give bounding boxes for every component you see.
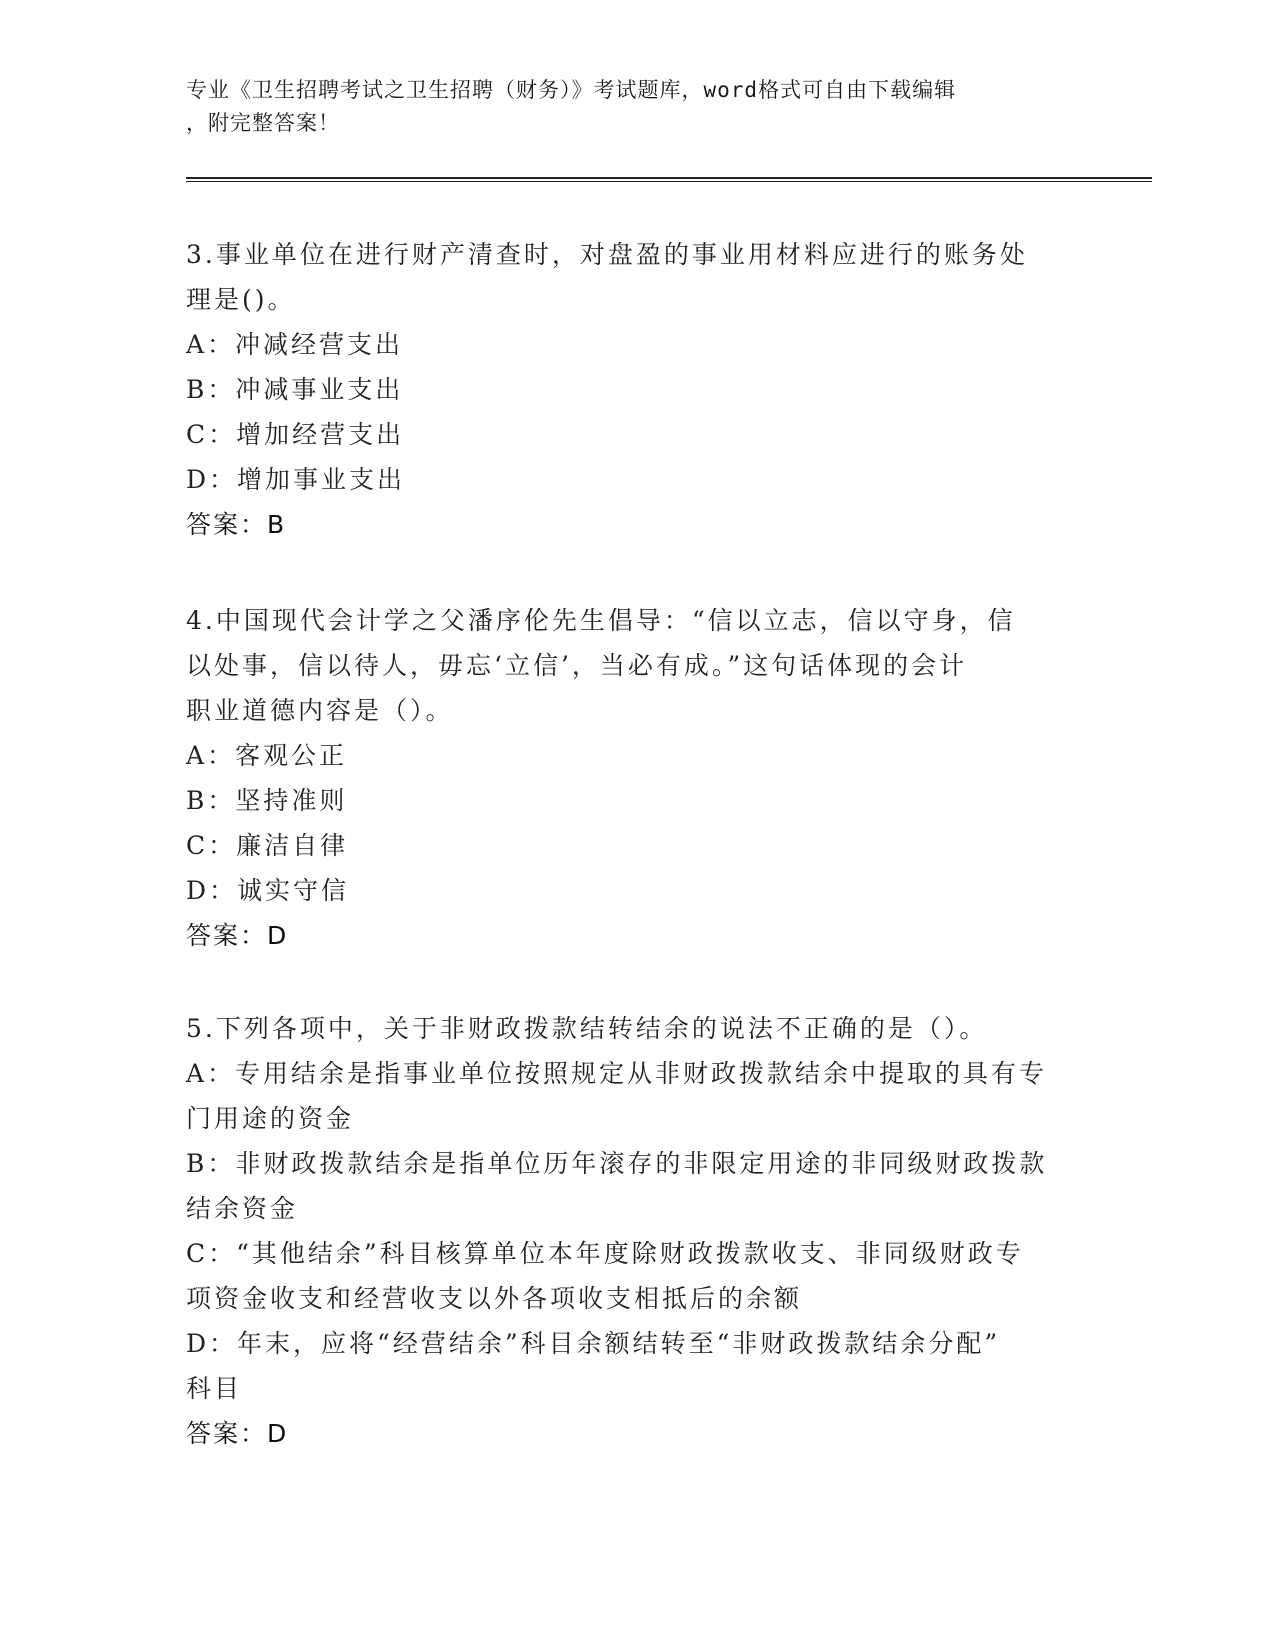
question-stem-line: 理是()。 (186, 285, 296, 314)
option-b: B：冲减事业支出 (186, 375, 404, 404)
option-c-continued: 项资金收支和经营收支以外各项收支相抵后的余额 (186, 1284, 803, 1313)
option-b-continued: 结余资金 (186, 1194, 299, 1223)
question-3 (186, 232, 1066, 547)
document-header (186, 74, 1066, 140)
question-5 (186, 1006, 1066, 1456)
option-b: B：坚持准则 (186, 786, 348, 815)
question-stem-line: 3.事业单位在进行财产清查时，对盘盈的事业用材料应进行的账务处 (186, 240, 1028, 269)
option-d: D：诚实守信 (186, 876, 350, 905)
question-stem-line: 5.下列各项中，关于非财政拨款结转结余的说法不正确的是（）。 (186, 1014, 988, 1043)
option-d: D：增加事业支出 (186, 465, 406, 494)
option-c: C：“其他结余”科目核算单位本年度除财政拨款收支、非同级财政专 (186, 1239, 1024, 1268)
option-a: A：专用结余是指事业单位按照规定从非财政拨款结余中提取的具有专 (186, 1059, 1048, 1088)
option-d-continued: 科目 (186, 1374, 243, 1403)
header-divider (186, 177, 1152, 182)
option-a-continued: 门用途的资金 (186, 1104, 355, 1133)
question-stem-line: 以处事，信以待人，毋忘‘立信’，当必有成。”这句话体现的会计 (186, 651, 968, 680)
option-c: C：增加经营支出 (186, 420, 405, 449)
header-line-2: ，附完整答案！ (186, 111, 340, 135)
question-stem-line: 4.中国现代会计学之父潘序伦先生倡导：“信以立志，信以守身，信 (186, 606, 1016, 635)
option-d: D：年末，应将“经营结余”科目余额结转至“非财政拨款结余分配” (186, 1329, 1001, 1358)
answer-label: 答案：D (186, 921, 289, 950)
answer-label: 答案：B (186, 510, 287, 539)
option-a: A：冲减经营支出 (186, 330, 404, 359)
option-c: C：廉洁自律 (186, 831, 349, 860)
answer-label: 答案：D (186, 1419, 289, 1448)
option-b: B：非财政拨款结余是指单位历年滚存的非限定用途的非同级财政拨款 (186, 1149, 1048, 1178)
option-a: A：客观公正 (186, 741, 348, 770)
question-stem-line: 职业道德内容是（）。 (186, 696, 454, 725)
question-4 (186, 598, 1066, 958)
header-line-1: 专业《卫生招聘考试之卫生招聘（财务）》考试题库，word格式可自由下载编辑 (186, 78, 957, 102)
